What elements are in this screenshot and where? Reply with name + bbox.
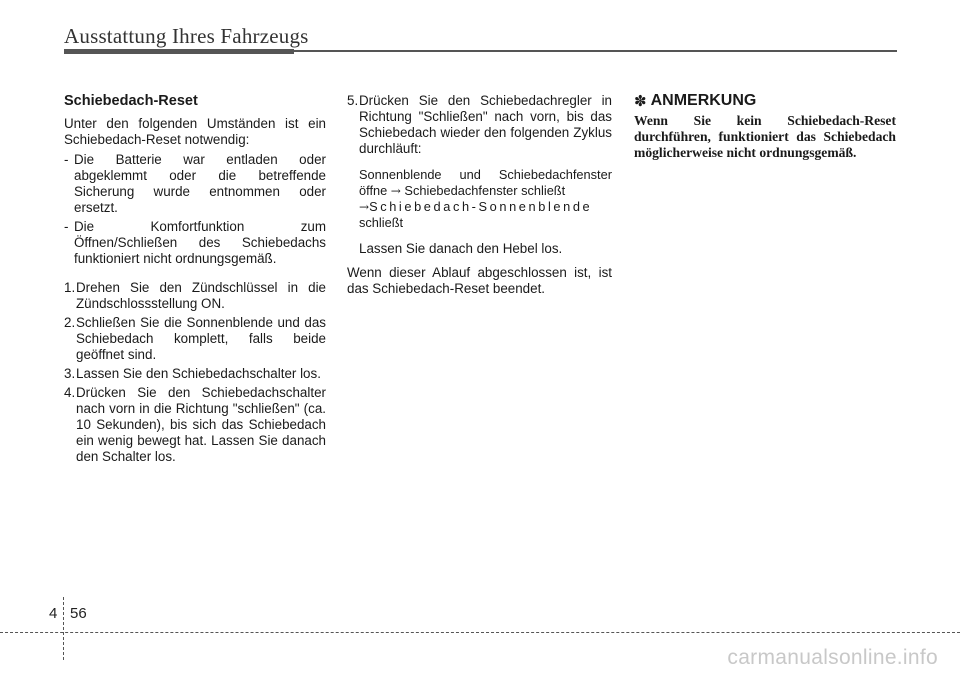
note-box [634, 93, 896, 161]
step-item [64, 280, 326, 312]
sequence-step-open: Sonnenblende und Schiebedachfenster öffne [359, 167, 612, 198]
step-number: 1. [64, 280, 76, 295]
release-instruction: Lassen Sie danach den Hebel los. [359, 241, 563, 256]
sequence-line [359, 167, 612, 199]
step-number: 2. [64, 315, 76, 330]
header-rule-accent [64, 49, 294, 54]
sequence-step-window-close: Schiebedachfenster schließt [404, 183, 566, 198]
middle-column [347, 93, 612, 297]
cycle-sequence [359, 167, 612, 231]
left-column [64, 93, 326, 468]
step-number: 4. [64, 385, 76, 400]
page-divider-horizontal [0, 632, 960, 633]
step-item [347, 93, 612, 157]
step-item [64, 366, 326, 382]
step-text: Drücken Sie den Schiebedachschalter nach vorn in die Richtung "schließen" (ca. 10 Sekunden), bis sich das Schiebedach ein wenig bewegt hat. Lassen Sie danach den Schalter los. [76, 385, 326, 464]
step-text: Schließen Sie die Sonnenblende und das Schiebedach komplett, falls beide geöffnet sind. [76, 315, 326, 362]
watermark: carmanualsonline.info [727, 646, 938, 669]
asterisk-icon: ✽ [634, 92, 647, 110]
sequence-line [359, 199, 612, 215]
list-marker: - [64, 219, 69, 234]
intro-paragraph: Unter den folgenden Umständen ist ein Schiebedach-Reset notwendig: [64, 116, 326, 147]
step-text: Drehen Sie den Zündschlüssel in die Zündschlossstellung ON. [76, 280, 326, 311]
condition-text: Die Komfortfunktion zum Öffnen/Schließen des Schiebedachs funktioniert nicht ordnungsgemäß. [74, 219, 326, 266]
page-divider-vertical [63, 597, 64, 660]
list-marker: - [64, 152, 69, 167]
step-item [64, 315, 326, 363]
condition-item [64, 152, 326, 216]
step-text: Drücken Sie den Schiebedachregler in Richtung "Schließen" nach vorn, bis das Schiebedach wieder den folgenden Zyklus durchläuft: [359, 93, 612, 156]
page-number: 56 [70, 605, 87, 622]
step-number: 5. [347, 93, 359, 108]
condition-item [64, 219, 326, 267]
section-heading: Schiebedach-Reset [64, 93, 198, 109]
spacer [64, 270, 326, 280]
note-text: Wenn Sie kein Schiebedach-Reset durchführen, funktioniert das Schiebedach möglicherweise nicht ordnungsgemäß. [634, 113, 896, 160]
section-number: 4 [49, 605, 58, 622]
arrow-right-icon: → [359, 200, 370, 214]
sequence-line: schließt [359, 215, 404, 230]
arrow-right-icon: → [390, 184, 401, 198]
page-header-title: Ausstattung Ihres Fahrzeugs [64, 24, 309, 48]
conclusion-paragraph: Wenn dieser Ablauf abgeschlossen ist, ist das Schiebedach-Reset beendet. [347, 265, 612, 296]
step-number: 3. [64, 366, 76, 381]
condition-text: Die Batterie war entladen oder abgeklemmt oder die betreffende Sicherung wurde entnommen oder ersetzt. [74, 152, 326, 215]
step-text: Lassen Sie den Schiebedachschalter los. [76, 366, 321, 381]
note-heading [634, 93, 896, 109]
sequence-step-shade-close: Schiebedach-Sonnenblende [369, 199, 593, 214]
step-item [64, 385, 326, 465]
note-heading-label: ANMERKUNG [650, 92, 757, 109]
